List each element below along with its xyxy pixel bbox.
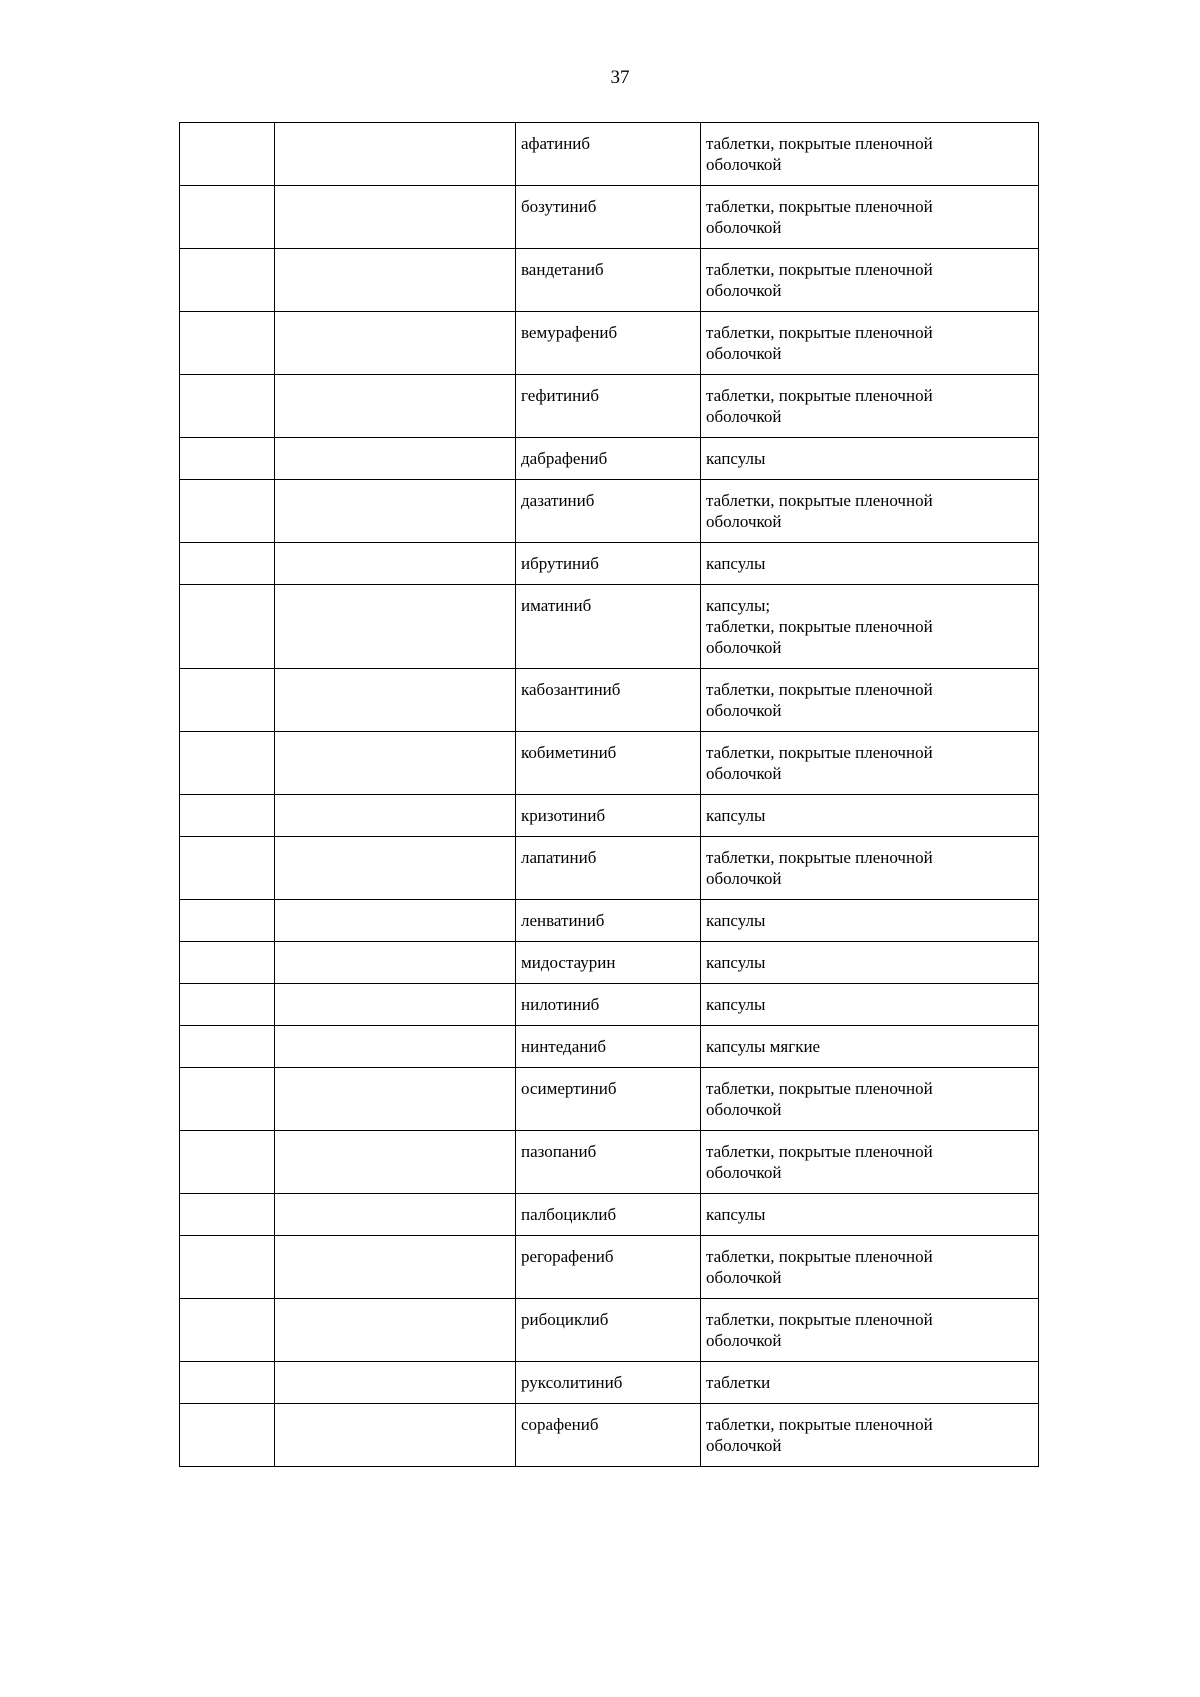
table-row [180,1236,1039,1299]
dosage-form-cell: капсулы [701,795,1039,837]
group-cell [275,1236,516,1299]
drug-name-cell: дабрафениб [516,438,701,480]
atc-code-cell [180,984,275,1026]
group-cell [275,732,516,795]
drug-name-cell: руксолитиниб [516,1362,701,1404]
dosage-form-cell: таблетки, покрытые пленочной оболочкой [701,732,1039,795]
dosage-form-cell: таблетки, покрытые пленочной оболочкой [701,123,1039,186]
table-row [180,1194,1039,1236]
dosage-form-cell: таблетки, покрытые пленочной оболочкой [701,312,1039,375]
dosage-form-cell: капсулы [701,1194,1039,1236]
table-row [180,942,1039,984]
dosage-form-cell: таблетки, покрытые пленочной оболочкой [701,669,1039,732]
group-cell [275,1362,516,1404]
atc-code-cell [180,942,275,984]
atc-code-cell [180,1299,275,1362]
group-cell [275,1131,516,1194]
drug-name-cell: осимертиниб [516,1068,701,1131]
table-row [180,795,1039,837]
dosage-form-cell: капсулы [701,984,1039,1026]
table-row [180,837,1039,900]
atc-code-cell [180,543,275,585]
atc-code-cell [180,900,275,942]
atc-code-cell [180,1026,275,1068]
atc-code-cell [180,186,275,249]
table-row [180,1404,1039,1467]
dosage-form-cell: капсулы; таблетки, покрытые пленочной оболочкой [701,585,1039,669]
atc-code-cell [180,1236,275,1299]
table-row [180,732,1039,795]
dosage-form-cell: капсулы [701,942,1039,984]
group-cell [275,186,516,249]
dosage-form-cell: капсулы мягкие [701,1026,1039,1068]
drug-name-cell: кабозантиниб [516,669,701,732]
dosage-form-cell: таблетки, покрытые пленочной оболочкой [701,249,1039,312]
table-row [180,543,1039,585]
dosage-form-cell: таблетки, покрытые пленочной оболочкой [701,1404,1039,1467]
group-cell [275,375,516,438]
group-cell [275,669,516,732]
drug-name-cell: палбоциклиб [516,1194,701,1236]
table-row [180,1299,1039,1362]
dosage-form-cell: таблетки, покрытые пленочной оболочкой [701,837,1039,900]
table-row [180,186,1039,249]
atc-code-cell [180,669,275,732]
atc-code-cell [180,732,275,795]
table-row [180,1131,1039,1194]
dosage-form-cell: капсулы [701,543,1039,585]
drug-name-cell: пазопаниб [516,1131,701,1194]
dosage-form-cell: таблетки, покрытые пленочной оболочкой [701,186,1039,249]
atc-code-cell [180,1404,275,1467]
drug-name-cell: гефитиниб [516,375,701,438]
table-row [180,480,1039,543]
drug-name-cell: сорафениб [516,1404,701,1467]
atc-code-cell [180,312,275,375]
table-row [180,1026,1039,1068]
group-cell [275,480,516,543]
group-cell [275,1404,516,1467]
table-row [180,900,1039,942]
dosage-form-cell: таблетки [701,1362,1039,1404]
dosage-form-cell: таблетки, покрытые пленочной оболочкой [701,1236,1039,1299]
dosage-form-cell: таблетки, покрытые пленочной оболочкой [701,375,1039,438]
atc-code-cell [180,123,275,186]
atc-code-cell [180,585,275,669]
drug-name-cell: иматиниб [516,585,701,669]
group-cell [275,942,516,984]
drug-name-cell: ленватиниб [516,900,701,942]
drug-name-cell: нинтеданиб [516,1026,701,1068]
drug-name-cell: регорафениб [516,1236,701,1299]
drug-name-cell: вемурафениб [516,312,701,375]
drug-name-cell: афатиниб [516,123,701,186]
drug-name-cell: ибрутиниб [516,543,701,585]
drug-name-cell: кобиметиниб [516,732,701,795]
atc-code-cell [180,438,275,480]
table-row [180,312,1039,375]
dosage-form-cell: таблетки, покрытые пленочной оболочкой [701,1131,1039,1194]
group-cell [275,837,516,900]
drug-name-cell: дазатиниб [516,480,701,543]
group-cell [275,312,516,375]
drug-name-cell: нилотиниб [516,984,701,1026]
drug-name-cell: кризотиниб [516,795,701,837]
atc-code-cell [180,1068,275,1131]
drug-name-cell: рибоциклиб [516,1299,701,1362]
group-cell [275,1194,516,1236]
group-cell [275,1026,516,1068]
dosage-form-cell: таблетки, покрытые пленочной оболочкой [701,1299,1039,1362]
group-cell [275,1299,516,1362]
table-row [180,375,1039,438]
atc-code-cell [180,249,275,312]
table-row [180,249,1039,312]
group-cell [275,123,516,186]
drug-name-cell: бозутиниб [516,186,701,249]
group-cell [275,249,516,312]
group-cell [275,795,516,837]
table-row [180,1362,1039,1404]
table-row [180,984,1039,1026]
table-row [180,669,1039,732]
dosage-form-cell: капсулы [701,900,1039,942]
table-row [180,123,1039,186]
atc-code-cell [180,1362,275,1404]
group-cell [275,900,516,942]
dosage-form-cell: таблетки, покрытые пленочной оболочкой [701,480,1039,543]
atc-code-cell [180,795,275,837]
atc-code-cell [180,1194,275,1236]
group-cell [275,984,516,1026]
atc-code-cell [180,480,275,543]
group-cell [275,585,516,669]
drug-name-cell: вандетаниб [516,249,701,312]
atc-code-cell [180,837,275,900]
page-number: 37 [610,67,630,88]
dosage-form-cell: капсулы [701,438,1039,480]
drug-name-cell: лапатиниб [516,837,701,900]
table-row [180,1068,1039,1131]
atc-code-cell [180,1131,275,1194]
drug-name-cell: мидостаурин [516,942,701,984]
table-body [180,123,1039,1467]
atc-code-cell [180,375,275,438]
group-cell [275,1068,516,1131]
group-cell [275,438,516,480]
drug-table [179,122,1039,1467]
dosage-form-cell: таблетки, покрытые пленочной оболочкой [701,1068,1039,1131]
group-cell [275,543,516,585]
table-row [180,438,1039,480]
table-row [180,585,1039,669]
